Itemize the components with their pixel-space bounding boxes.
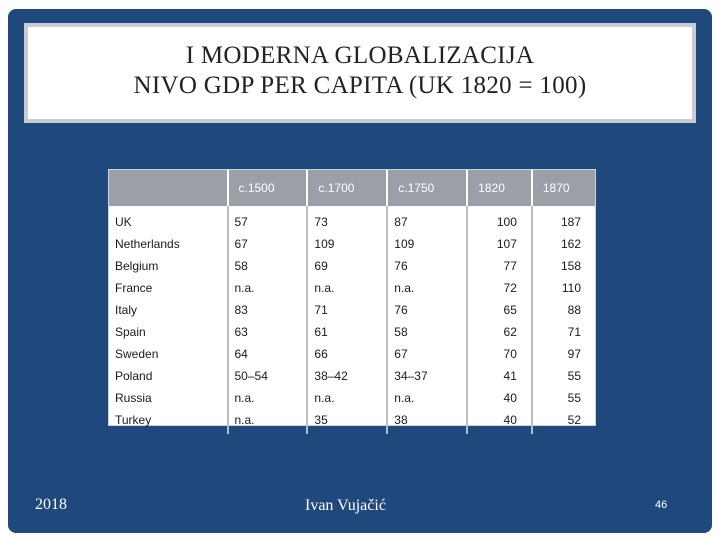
table-row [109,365,595,387]
table-row [109,277,595,299]
value-cell: n.a. [228,387,308,409]
value-cell: 71 [307,299,387,321]
value-cell: 72 [467,277,532,299]
value-cell: 76 [387,255,467,277]
value-cell: 70 [467,343,532,365]
footer-year: 2018 [35,496,67,513]
header-year: c.1750 [387,170,467,206]
table-row [109,233,595,255]
value-cell: 65 [467,299,532,321]
table-row [109,409,595,434]
value-cell: 76 [387,299,467,321]
country-cell: Sweden [115,347,159,361]
slide-subtitle: NIVO GDP PER CAPITA (UK 1820 = 100) [133,72,587,99]
gdp-table [109,170,595,434]
slide-background [8,9,712,533]
value-cell: 38 [387,409,467,434]
footer-author: Ivan Vujačić [305,497,386,514]
header-year: 1820 [467,170,532,206]
country-cell: Poland [115,369,153,383]
value-cell: 83 [228,299,308,321]
value-cell: 67 [228,233,308,255]
country-cell: Spain [115,325,146,339]
value-cell: 158 [532,255,595,277]
value-cell: 58 [228,255,308,277]
header-year: c.1700 [307,170,387,206]
value-cell: 63 [228,321,308,343]
value-cell: 40 [467,387,532,409]
value-cell: n.a. [387,277,467,299]
value-cell: 64 [228,343,308,365]
value-cell: 35 [307,409,387,434]
header-year: 1870 [532,170,595,206]
country-cell: Netherlands [115,237,180,251]
country-cell: Italy [115,303,138,317]
country-cell: France [115,281,153,295]
value-cell: n.a. [307,277,387,299]
table-row [109,321,595,343]
slide-title: I MODERNA GLOBALIZACIJA [185,42,535,69]
country-cell: Russia [115,391,152,405]
gdp-table-container [108,169,596,426]
table-row [109,387,595,409]
value-cell: 107 [467,233,532,255]
country-cell: Turkey [115,413,152,427]
value-cell: 41 [467,365,532,387]
value-cell: 61 [307,321,387,343]
value-cell: 58 [387,321,467,343]
header-country [109,170,228,206]
value-cell: 66 [307,343,387,365]
value-cell: 38–42 [307,365,387,387]
value-cell: 71 [532,321,595,343]
value-cell: 100 [467,206,532,233]
value-cell: 55 [532,387,595,409]
value-cell: 109 [307,233,387,255]
value-cell: 97 [532,343,595,365]
value-cell: 52 [532,409,595,434]
title-box [24,23,696,123]
table-row [109,343,595,365]
value-cell: 110 [532,277,595,299]
value-cell: 67 [387,343,467,365]
value-cell: 34–37 [387,365,467,387]
value-cell: 73 [307,206,387,233]
value-cell: 187 [532,206,595,233]
value-cell: 88 [532,299,595,321]
value-cell: 162 [532,233,595,255]
value-cell: 62 [467,321,532,343]
value-cell: 40 [467,409,532,434]
table-row [109,206,595,233]
value-cell: 55 [532,365,595,387]
value-cell: 57 [228,206,308,233]
header-year: c.1500 [228,170,308,206]
value-cell: 50–54 [228,365,308,387]
page-number: 46 [655,499,668,511]
value-cell: n.a. [228,277,308,299]
value-cell: 87 [387,206,467,233]
value-cell: n.a. [228,409,308,434]
value-cell: n.a. [387,387,467,409]
value-cell: 109 [387,233,467,255]
value-cell: 77 [467,255,532,277]
table-row [109,255,595,277]
country-cell: Belgium [115,259,159,273]
table-row [109,299,595,321]
country-cell: UK [115,215,132,229]
value-cell: n.a. [307,387,387,409]
value-cell: 69 [307,255,387,277]
table-header-row [109,170,595,206]
